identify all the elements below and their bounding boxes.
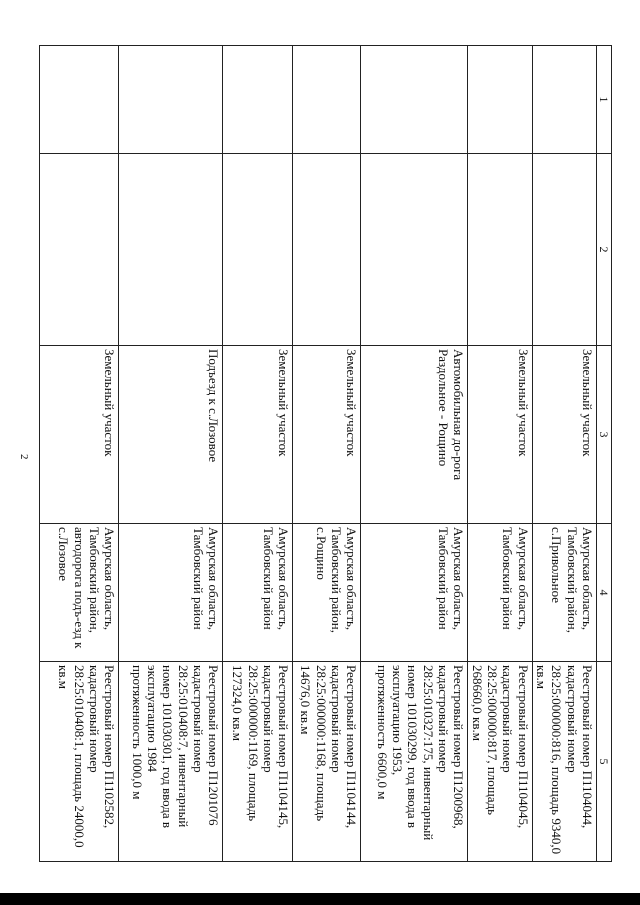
header-col-3: 3 xyxy=(596,346,611,524)
page-number: 2 xyxy=(18,454,30,460)
cell-name: Земельный участок xyxy=(532,346,596,524)
cell-details: Реестровый номер П1104145, кадастровый номер 28:25:000000:1169, площадь 127324,0 кв.м xyxy=(223,662,293,862)
cell-col1 xyxy=(361,46,468,154)
cell-address: Амурская область, Тамбовский район xyxy=(468,524,532,662)
cell-details: Реестровый номер П1201076 кадастровый номер 28:25:010408:7, инвентарный номер 101030301, год ввода в эксплуатацию 1984 протяженность 1000,0 м xyxy=(119,662,223,862)
cell-col2 xyxy=(293,154,361,346)
header-col-1: 1 xyxy=(596,46,611,154)
registry-table xyxy=(39,45,612,862)
cell-col2 xyxy=(119,154,223,346)
table-row xyxy=(40,46,119,862)
cell-details: Реестровый номер П1104144, кадастровый номер 28:25:000000:1168, площадь 14676,0 кв.м xyxy=(293,662,361,862)
cell-address: Амурская область, Тамбовский район xyxy=(119,524,223,662)
cell-name: Земельный участок xyxy=(40,346,119,524)
table-row xyxy=(119,46,223,862)
table-row xyxy=(223,46,293,862)
table-row xyxy=(361,46,468,862)
cell-address: Амурская область, Тамбовский район, автодорога подъ-езд к с.Лозовое xyxy=(40,524,119,662)
cell-col2 xyxy=(40,154,119,346)
cell-details: Реестровый номер П1104044, кадастровый номер 28:25:000000:816, площадь 9340,0 кв.м xyxy=(532,662,596,862)
cell-name: Автомобильная до-рога Раздольное - Рощино xyxy=(361,346,468,524)
header-col-5: 5 xyxy=(596,662,611,862)
cell-col1 xyxy=(223,46,293,154)
cell-address: Амурская область, Тамбовский район, с.Привольное xyxy=(532,524,596,662)
cell-col2 xyxy=(223,154,293,346)
cell-details: Реестровый номер П1200968, кадастровый номер 28:25:010327:175, инвентарный номер 101030299, год ввода в эксплуатацию 1953, протяженность 6600,0 м xyxy=(361,662,468,862)
cell-col1 xyxy=(119,46,223,154)
cell-col2 xyxy=(532,154,596,346)
cell-col1 xyxy=(293,46,361,154)
cell-col1 xyxy=(468,46,532,154)
table-row xyxy=(293,46,361,862)
header-col-2: 2 xyxy=(596,154,611,346)
cell-address: Амурская область, Тамбовский район, с.Рощино xyxy=(293,524,361,662)
cell-col2 xyxy=(468,154,532,346)
rotated-table-wrapper xyxy=(56,45,612,861)
cell-details: Реестровый номер П1104045, кадастровый номер 28:25:000000:817, площадь 268660,0 кв.м xyxy=(468,662,532,862)
cell-col1 xyxy=(40,46,119,154)
cell-name: Земельный участок xyxy=(223,346,293,524)
header-row xyxy=(596,46,611,862)
cell-name: Земельный участок xyxy=(468,346,532,524)
cell-details: Реестровый номер П1102582, кадастровый номер 28:25:010408:1, площадь 24000,0 кв.м xyxy=(40,662,119,862)
table-row xyxy=(532,46,596,862)
scan-bottom-edge xyxy=(0,893,640,905)
cell-address: Амурская область, Тамбовский район xyxy=(361,524,468,662)
cell-name: Подъезд к с.Лозовое xyxy=(119,346,223,524)
cell-name: Земельный участок xyxy=(293,346,361,524)
cell-address: Амурская область, Тамбовский район xyxy=(223,524,293,662)
cell-col2 xyxy=(361,154,468,346)
table-row xyxy=(468,46,532,862)
header-col-4: 4 xyxy=(596,524,611,662)
cell-col1 xyxy=(532,46,596,154)
